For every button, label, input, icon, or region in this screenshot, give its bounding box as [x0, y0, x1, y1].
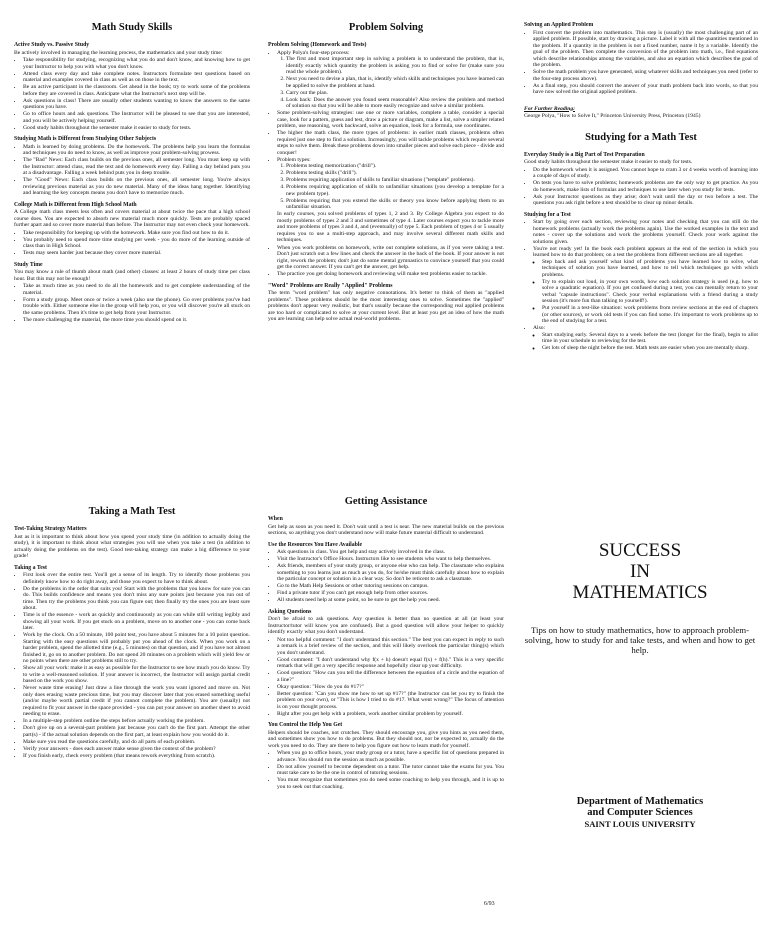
paragraph: Helpers should be coaches, not crutches. They should encourage you, give you hints as you need them, and sometimes show you how to do problems. But they should not, nor be expected to, actually do the work you need to do. They are there to help you figure out how to learn math for yourself.	[268, 729, 504, 749]
section-heading: Studying Math is Different from Studying Other Subjects	[14, 136, 157, 142]
list-item: • You probably need to spend more time studying per week - you do more of the learning outside of class than in High School.	[23, 237, 250, 250]
department-name-line1: Department of Mathematics	[576, 795, 704, 807]
list-item: • Do the problems in the order that suits you! Start with the problems that you know for sure you can do. This builds confidence and means you don't miss any sure points just because you run out of time. Then try the problems you think you can figure out; then finally try the ones you are least sure about.	[23, 586, 250, 612]
list-item: • Good question: "How can you tell the difference between the equation of a circle and the equation of a line?"	[277, 670, 504, 683]
cover-panel	[522, 540, 758, 900]
list-item: • Ask your Instructor questions as they arise; don't wait until the day or two before a test. The questions you ask right before a test should be to clear up minor details.	[533, 194, 758, 207]
taking-test-title: Taking a Math Test	[88, 506, 176, 517]
list-item: • Never waste time erasing! Just draw a line through the work you want ignored and move on. Not only does erasing waste precious time, but you may discover later that you erased something useful (and/or maybe worth partial credit if you cannot complete the problem). You are (usually) not required to fit your answer in the space provided - you can put your answer on another sheet to avoid needing to erase.	[23, 685, 250, 718]
list-item: • When you work problems on homework, write out complete solutions, as if you were taking a test. Don't just scratch out a few lines and check the answer in the back of the book. If your answer is not right, rework the problem; don't just do some mental gymnastics to convince yourself that you could get the correct answer. If you can't get the answer, get help.	[277, 245, 504, 271]
list-item: • Ask questions in class! There are usually other students wanting to know the answers to the same questions you have.	[23, 98, 250, 111]
cover-tips: Tips on how to study mathematics, how to approach problem-solving, how to study for and take tests, and when and how to get help.	[524, 625, 756, 656]
list-item: • Do not allow yourself to become dependent on a tutor. The tutor cannot take the exams for you. You must take care to be the one in control of tutoring sessions.	[277, 764, 504, 777]
list-item: • Also: ◦ Start studying early. Several days to a week before the test (longer for the final), begin to allot time in your schedule to reviewing for the test. ◦ Get lots of sleep the night before the test. Math tests are easier when you are mentally sharp.	[533, 325, 758, 352]
further-reading-label: For Further Reading:	[524, 105, 575, 112]
numbered-list	[277, 163, 504, 211]
paragraph: Get help as soon as you need it. Don't wait until a test is near. The new material builds on the previous sections, so anything you don't understand now will make future material difficult to understand.	[268, 523, 504, 536]
section-heading: College Math is Different from High School Math	[14, 201, 137, 208]
list-item: • Take as much time as you need to do all the homework and to get complete understanding of the material.	[23, 283, 250, 296]
bullet-list	[524, 167, 758, 207]
list-item: • Take responsibility for keeping up with the homework. Make sure you find out how to do it.	[23, 230, 250, 237]
bullet-list	[14, 283, 250, 323]
list-item: • Solve the math problem you have generated, using whatever skills and techniques you need (refer to the four-step process above).	[533, 69, 758, 82]
getting-assistance-title: Getting Assistance	[344, 496, 428, 507]
list-item: 4. Problems requiring application of skills to unfamiliar situations (you develop a template for a new problem type).	[286, 184, 504, 197]
list-item: 4. Look back: Does the answer you found seem reasonable? Also review the problem and method of solution so that you will be able to more easily recognize and solve a similar problem.	[286, 97, 504, 110]
list-item: • Tests may seem harder just because they cover more material.	[23, 250, 250, 257]
list-item: • In a multiple-step problem outline the steps before actually working the problem.	[23, 718, 250, 725]
list-item: • Verify your answers - does each answer make sense given the context of the problem?	[23, 746, 250, 753]
section-heading: Test-Taking Strategy Matters	[14, 526, 87, 532]
list-item: • All students need help at some point, so be sure to get the help you need.	[277, 597, 504, 604]
paragraph: The term "word problem" has only negative connotations. It's better to think of them as "applied problems". These problems should be the most interesting ones to solve. Sometimes the "applied" problems don't appear very realistic, but that's usually because the corresponding real applied problems are too hard or complicated to solve at your current level. But at least you get an idea of how the math you are learning can help solve actual real-world problems.	[268, 290, 504, 322]
list-item: ◦ Get lots of sleep the night before the test. Math tests are easier when you are mentally sharp.	[542, 345, 758, 352]
further-reading-text: George Polya, "How to Solve It," Princeton University Press, Princeton (1945)	[524, 113, 701, 119]
list-item: 5. Problems requiring that you extend the skills or theory you know before applying them to an unfamiliar situation.	[286, 198, 504, 211]
list-item: • On tests you have to solve problems; homework problems are the only way to get practice. As you do homework, make lists of formulas and techniques to use later when you study for tests.	[533, 180, 758, 193]
paragraph: A College math class meets less often and covers material at about twice the pace that a high school course does. You are expected to absorb new material much more quickly. Tests are probably spaced further apart and so cover more material than before. The Instructor may not even check your homework.	[14, 209, 250, 228]
list-item: • Take responsibility for studying, recognizing what you do and don't know, and knowing how to get your Instructor to help you with what you don't know.	[23, 57, 250, 70]
list-item: 2. Next you need to devise a plan, that is, identify which skills and techniques you have learned can be applied to solve the problem at hand.	[286, 76, 504, 89]
bullet-list	[268, 549, 504, 604]
paragraph: Good study habits throughout the semester make it easier to study for tests.	[524, 159, 693, 165]
list-item: • The "Bad" News: Each class builds on the previous ones, all semester long. You must keep up with the Instructor: attend class, read the text and do homework every day. Falling a day behind puts you at a disadvantage. Falling a week behind puts you in deep trouble.	[23, 157, 250, 177]
paragraph: Be actively involved in managing the learning process, the mathematics and your study time:	[14, 49, 223, 56]
list-item: • Time is of the essence - work as quickly and continuously as you can while still writing legibly and showing all your work. If you get stuck on a problem, move on to another one - you can come back later.	[23, 612, 250, 632]
list-item: • The "Good" News: Each class builds on the previous ones, all semester long. You're always reviewing previous material as you do new material. Many of the ideas hang together. Identifying and learning the key concepts means you don't have to memorize much.	[23, 177, 250, 197]
list-item: • Work by the clock. On a 50 minute, 100 point test, you have about 5 minutes for a 10 point question. Starting with the easy questions will probably put you ahead of the clock. When you work on a harder problem, spend the allotted time (e.g., 5 minutes) on that question, and if you have not almost finished it, go on to another problem. Do not spend 20 minutes on a problem which will yield few or no points when there are other problems still to try.	[23, 632, 250, 665]
list-item: • Visit the Instructor's Office Hours. Instructors like to see students who want to help themselves.	[277, 556, 504, 563]
list-item: • Don't give up on a several-part problem just because you can't do the first part. Attempt the other part(s) - if the actual solution depends on the first part, at least explain how you would do it.	[23, 725, 250, 738]
list-item: • As a final step, you should convert the answer of your math problem back into words, so that you have now solved the original applied problem.	[533, 83, 758, 96]
paragraph: In early courses, you solved problems of types 1, 2 and 3. By College Algebra you expect to do mostly problems of types 2 and 3 and sometimes of type 4. Later courses expect you to tackle more and more problems of types 3 and 4, and (eventually) of type 5. Each problem of types 4 or 5 usually requires you to use a multi-step approach, and may involve several different math skills and techniques.	[277, 211, 504, 243]
section-heading: You Control the Help You Get	[268, 722, 343, 728]
paragraph: Don't be afraid to ask questions. Any question is better than no question at all (at least your Instructor/tutor will know you are confused). But a good question will allow your helper to quickly identify exactly what you don't understand.	[268, 616, 504, 635]
list-item: • Do the homework when it is assigned. You cannot hope to cram 3 or 4 weeks worth of learning into a couple of days of study.	[533, 167, 758, 180]
list-item: • Good comment: "I don't understand why f(x + h) doesn't equal f(x) + f(h)." This is a very specific remark that will get a very specific response and hopefully clear up your difficulty.	[277, 657, 504, 670]
list-item: • Problem types: 1. Problems testing memorization ("drill"). 2. Problems testing skills ("drill"). 3. Problems requiring application of skills to familiar situations ("template" problems). 4. Problems requiring application of skills to unfamiliar situations (you develop a template for a new problem type). 5. Problems requiring that you extend the skills or theory you know before applying them to an unfamiliar situation. In early courses, you solved problems of types 1, 2 and 3. By College Algebra you expect to do mostly problems of types 2 and 3 and sometimes of type 4. Later courses expect you to tackle more and more problems of types 3 and 4, and (eventually) of type 5. Each problem of types 4 or 5 usually requires you to use a multi-step approach, and may involve several different math skills and techniques.	[277, 157, 504, 244]
list-item: • First convert the problem into mathematics. This step is (usually) the most challenging part of an applied problem. If possible, start by drawing a picture. Label it with all the quantities mentioned in the problem. If a quantity in the problem is not a fixed number, name it by a variable. Identify the goal of the problem. Then complete the conversion of the problem into math, i.e., find equations which describe relationships among the variables, and also an equation which describes the goal of the problem.	[533, 30, 758, 69]
taking-test-column	[14, 506, 250, 902]
list-item: • Good study habits throughout the semester make it easier to study for tests.	[23, 125, 250, 132]
list-item: 2. Problems testing skills ("drill").	[286, 170, 504, 177]
bullet-list	[14, 230, 250, 257]
bullet-list	[14, 57, 250, 131]
applied-column	[524, 22, 758, 440]
list-item: • Show all your work: make it as easy as possible for the Instructor to see how much you do know. Try to write a well-reasoned solution. If your answer is incorrect, the Instructor will assign partial credit based on the work you show.	[23, 665, 250, 685]
list-item: ◦ Step back and ask yourself what kind of problems you have learned how to solve, what techniques of solution you have learned, and how to tell which techniques go with which problems.	[542, 259, 758, 279]
section-heading: Everyday Study is a Big Part of Test Preparation	[524, 151, 645, 158]
bullet-list	[524, 219, 758, 352]
list-item: • First look over the entire test. You'll get a sense of its length. Try to identify those problems you definitely know how to do right away, and those you expect to have to think about.	[23, 572, 250, 585]
university-name: SAINT LOUIS UNIVERSITY	[584, 818, 696, 829]
bullet-list	[268, 750, 504, 790]
list-item: • Go to the Math Help Sessions or other tutoring sessions on campus.	[277, 583, 504, 590]
cover-title-mathematics: MATHEMATICS	[572, 582, 708, 603]
section-heading: Studying for a Test	[524, 211, 571, 218]
list-item: ◦ Start studying early. Several days to a week before the test (longer for the final), begin to allot time in your schedule to reviewing for the test.	[542, 332, 758, 345]
list-item: • Form a study group. Meet once or twice a week (also use the phone). Go over problems you've had trouble with. Either someone else in the group will help you, or you will discover you're all stuck on the same problems. Then it's time to get help from your Instructor.	[23, 297, 250, 317]
list-item: 1. Problems testing memorization ("drill").	[286, 163, 504, 170]
list-item: • The more challenging the material, the more time you should spend on it.	[23, 317, 250, 324]
study-skills-title: Math Study Skills	[91, 22, 173, 33]
list-item: • Start by going over each section, reviewing your notes and checking that you can still do the homework problems (actually work the problems again). Use the worked examples in the text and notes - cover up the solutions and work the problems yourself. Check your work against the solutions given.	[533, 219, 758, 245]
paragraph: Just as it is important to think about how you spend your study time (in addition to actually doing the study), it is important to think about what strategies you will use when you take a test (in addition to actually doing the problems on the test). Good test-taking strategy can make a big difference to your grade!	[14, 533, 250, 559]
studying-test-title: Studying for a Math Test	[585, 131, 697, 143]
list-item: ◦ Put yourself in a test-like situation: work problems from review sections at the end of chapters (or other sources), or work old tests if you can find some. It's important to work problems up to the end of studying for a test.	[542, 305, 758, 325]
numbered-list	[277, 56, 504, 110]
section-heading: Active Study vs. Passive Study	[14, 42, 90, 48]
section-heading: When	[268, 516, 283, 522]
list-item: 3. Carry out the plan.	[286, 90, 504, 97]
bullet-list	[268, 637, 504, 718]
section-heading: Solving an Applied Problem	[524, 22, 594, 28]
section-heading: Problem Solving (Homework and Tests)	[268, 42, 367, 48]
list-item: • The higher the math class, the more types of problems: in earlier math classes, problems often required just one step to find a solution. Increasingly, you will tackle problems which require several steps to solve them. Break these problems down into smaller pieces and solve each piece - divide and conquer!	[277, 130, 504, 156]
department-name-line2: and Computer Sciences	[587, 807, 693, 819]
list-item: • Ask friends, members of your study group, or anyone else who can help. The classmate who explains something to you learns just as much as you do, for he/she must think carefully about how to explain the particular concept or solution in a clear way. So don't be reticent to ask a classmate.	[277, 563, 504, 583]
section-heading: "Word" Problems are Really "Applied" Problems	[268, 282, 393, 289]
getting-assistance-column	[268, 496, 504, 898]
bullet-list	[14, 572, 250, 759]
list-item: • When you go to office hours, your study group or a tutor, have a specific list of questions prepared in advance. You should run the session as much as possible.	[277, 750, 504, 763]
list-item: • If you finish early, check every problem (that means rework everything from scratch).	[23, 753, 250, 760]
section-heading: Asking Questions	[268, 608, 312, 615]
sub-list	[533, 259, 758, 325]
list-item: ◦ Try to explain out loud, in your own words, how each solution strategy is used (e.g. how to solve a quadratic equation). If you get confused during a test, you can mentally return to your verbal "capsule instructions". Check your verbal explanations with a friend during a study session (it's more fun than talking to yourself!).	[542, 279, 758, 305]
list-item: • Right after you get help with a problem, work another similar problem by yourself.	[277, 711, 504, 718]
list-item: • Make sure you read the questions carefully, and do all parts of each problem.	[23, 739, 250, 746]
section-heading: Study Time	[14, 261, 43, 268]
list-item: • Math is learned by doing problems. Do the homework. The problems help you learn the formulas and techniques you do need to know, as well as improve your problem-solving prowess.	[23, 144, 250, 157]
list-item: • Go to office hours and ask questions. The Instructor will be pleased to see that you are interested, and you will be actively helping yourself.	[23, 111, 250, 124]
section-heading: Taking a Test	[14, 564, 47, 571]
list-item: • You must recognize that sometimes you do need some coaching to help you through, and it is up to you to seek out that coaching.	[277, 777, 504, 790]
cover-title-success: SUCCESS	[598, 540, 682, 561]
bullet-list	[524, 30, 758, 96]
bullet-list	[14, 144, 250, 197]
sub-list	[533, 332, 758, 352]
list-item: • Attend class every day and take complete notes. Instructors formulate test questions based on material and examples covered in class as well as on those in the text.	[23, 71, 250, 84]
list-item: • Better question: "Can you show me how to set up #17?" (the Instructor can let you try to finish the problem on your own), or "This is how I tried to do #17. What went wrong?" The focus of attention is on your thought process.	[277, 691, 504, 711]
list-item: • You're not ready yet! In the book each problem appears at the end of the section in which you learned how to do that problem; on a test the problems from different sections are all together. ◦ Step back and ask yourself what kind of problems you have learned how to solve, what techniques of solution you have learned, and how to tell which techniques go with which problems. ◦ Try to explain out loud, in your own words, how each solution strategy is used (e.g. how to solve a quadratic equation). If you get confused during a test, you can mentally return to your verbal "capsule instructions". Check your verbal explanations with a friend during a study session (it's more fun than talking to yourself!). ◦ Put yourself in a test-like situation: work problems from review sections at the end of chapters (or other sources), or work old tests if you can find some. It's important to work problems up to the end of studying for a test.	[533, 246, 758, 325]
problem-solving-title: Problem Solving	[348, 22, 424, 33]
list-item: • The practice you get doing homework and reviewing will make test problems easier to tackle.	[277, 271, 504, 278]
list-item: • Find a private tutor if you can't get enough help from other sources.	[277, 590, 504, 597]
list-item: • Ask questions in class. You get help and stay actively involved in the class.	[277, 549, 504, 556]
list-item: • Some problem-solving strategies: use one or more variables, complete a table, consider a special case, look for a pattern, guess and test, draw a picture or diagram, make a list, solve a simpler related problem, use reasoning, work backward, solve an equation, look for a formula, use coordinates.	[277, 110, 504, 130]
page-number: 6/93	[484, 901, 495, 907]
list-item: • Be an active participant in the classroom. Get ahead in the book; try to work some of the problems before they are covered in class. Anticipate what the Instructor's next step will be.	[23, 84, 250, 97]
list-item: 3. Problems requiring application of skills to familiar situations ("template" problems).	[286, 177, 504, 184]
list-item: 1. The first and most important step in solving a problem is to understand the problem, that is, identify exactly which quantity the problem is asking you to find or solve for (make sure you read the whole problem).	[286, 56, 504, 76]
cover-title-in: IN	[629, 561, 651, 582]
list-item: • Apply Polya's four-step process: 1. The first and most important step in solving a problem is to understand the problem, that is, identify exactly which quantity the problem is asking you to find or solve for (make sure you read the whole problem). 2. Next you need to devise a plan, that is, identify which skills and techniques you have learned can be applied to solve the problem at hand. 3. Carry out the plan. 4. Look back: Does the answer you found seem reasonable? Also review the problem and method of solution so that you will be able to more easily recognize and solve a similar problem.	[277, 50, 504, 110]
list-item: • Not too helpful comment: "I don't understand this section." The best you can expect in reply to such a remark is a brief review of the section, and this will likely overlook the particular thing(s) which you don't understand.	[277, 637, 504, 657]
list-item: • Okay question: "How do you do #17?"	[277, 684, 504, 691]
paragraph: You may know a rule of thumb about math (and other) classes: at least 2 hours of study time per class hour. But this may not be enough!	[14, 269, 250, 282]
study-skills-column	[14, 22, 250, 440]
problem-solving-column	[268, 22, 504, 440]
section-heading: Use the Resources You Have Available	[268, 541, 363, 548]
bullet-list	[268, 50, 504, 278]
